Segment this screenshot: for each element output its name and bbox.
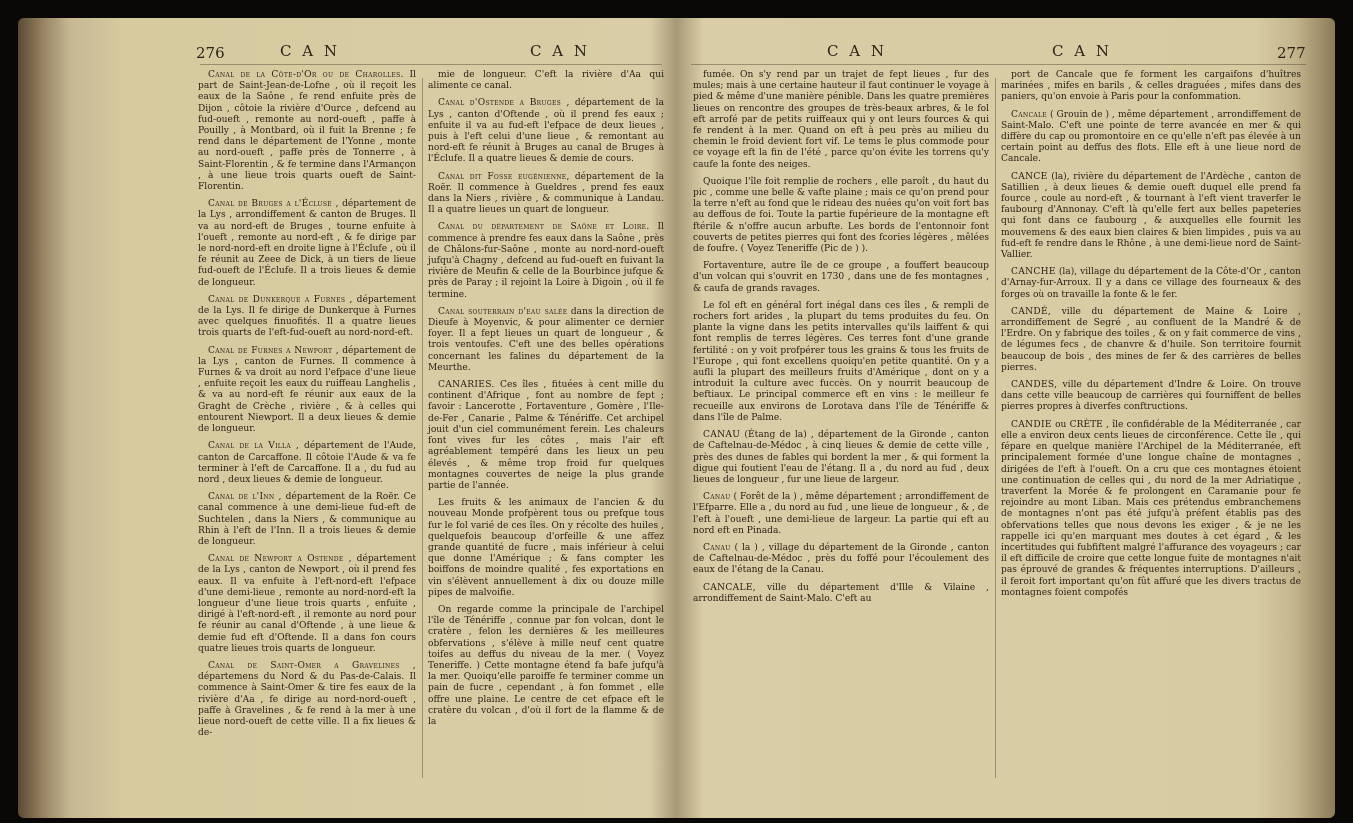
article-text: On regarde comme la principale de l'archipel l'île de Ténériffe , connue par fon volcan, dont le cratère , felon les dernières & les meilleures obfervations , s'élève à mille neuf cent quatre toifes au deffus du niveau de la mer. ( Voyez Teneriffe. ) Cette montagne étend fa bafe jufqu'à la mer. Quoiqu'elle paroiffe fe terminer comme un pain de fucre , cependant , à fon fommet , elle offre une plaine. Le centre de cet efpace eft le cratère du volcan , d'où il fort de la flamme & de la — [428, 604, 664, 727]
left-page — [18, 18, 676, 808]
article-text: Le fol eft en général fort inégal dans ces îles , & rempli de rochers fort arides , la plupart du tems produites du feu. On plante la vigne dans les petits intervalles qu'ils laiffent & qui font remplis de terres légères. Ces terres font d'une grande fertilité : on y voit profpérer tous les grains & tous les fruits de l'Europe , qui font excellens quoiqu'en petite quantité. On y a aufli la plupart des meilleurs fruits d'Amérique , dont on y a introduit la culture avec fuccès. On y nourrit beaucoup de beftiaux. Le principal commerce eft en vins : le meilleur fe recueille aux environs de Lorotava dans l'île de Ténériffe & dans l'île de Palme. — [693, 300, 989, 423]
column-divider-left — [422, 78, 423, 778]
article-paragraph — [198, 295, 416, 340]
article-headword: Canal de Dunkerque a Furnes , — [208, 294, 353, 305]
right-page — [677, 18, 1335, 808]
article-paragraph — [1001, 380, 1301, 414]
article-paragraph — [198, 492, 416, 548]
article-paragraph — [1001, 70, 1301, 104]
article-paragraph — [428, 222, 664, 300]
page-number-left: 276 — [196, 44, 225, 62]
article-text: ville du département d'Indre & Loire. On trouve dans cette ville beaucoup de carrières qui fourniffent de belles pierres propres à diverfes conftructions. — [1001, 380, 1301, 413]
article-text: Fortaventure, autre île de ce groupe , a fouffert beaucoup d'un volcan qui s'ouvrit en 1730 , dans une de fes montagnes , & caufa de grands ravages. — [693, 261, 989, 294]
article-paragraph — [198, 554, 416, 655]
article-text: mie de longueur. C'eft la rivière d'Aa qui alimente ce canal. — [428, 70, 664, 92]
article-text: dans la direction de Dieufe à Moyenvic, & pour alimenter ce dernier foyer. Il a fept lieues un quart de longueur , & trois ventoufes. C'eft une des belles opérations concernant les falines du département de la Meurthe. — [428, 306, 664, 373]
article-text: ou CRÈTE , île confidérable de la Méditerranée , car elle a environ deux cents lieues de circonférence. Cette île , qui fépare en quelque manière l'Archipel de la Méditerranée, eft principalement formée d'une longue chaîne de montagnes , dirigées de l'eft à l'oueft. On a cru que ces montagnes étoient une continuation de celles qui , du nord de la mer Adriatique , traverfent la Morée & fe prolongent en Caramanie pour fe rejoindre au mont Liban. Mais ces prétendus embranchemens de montagnes n'ont pas été jufqu'à préfent établis pas des obfervations telles que nous devons les exiger , & je ne les rappelle ici qu'en marquant mes doutes à cet égard , & les incertitudes qui fubfiftent malgré l'affurance des voyageurs ; car il eft difficile de croire que cette longue fuite de montagnes n'ait pas éprouvé de grandes & fréquentes interruptions. D'ailleurs , il feroit fort important qu'on fût affuré que les divers tractus de montagnes foient compofés — [1001, 419, 1301, 598]
article-text: Les fruits & les animaux de l'ancien & du nouveau Monde profpèrent tous ou prefque tous fur le fol varié de ces îles. On y récolte des huiles , quelquefois beaucoup d'orfeille & une affez grande quantité de fucre , mais inférieur à celui que donne l'Amérique ; & fans compter les boiffons de moindre qualité , fes exportations en vin s'élèvent annuellement à dix ou douze mille pipes de malvoifie. — [428, 498, 664, 598]
right-column-1 — [693, 70, 989, 611]
article-headword: CANARIES. — [438, 380, 495, 391]
article-paragraph — [198, 199, 416, 289]
article-headword: Canal de Newport a Ostende , — [208, 554, 352, 565]
article-text: département de la Roër. Ce canal commence à une demi-lieue fud-eft de Suchtelen , dans la Niers , & communique au Rhin à l'eft de l'Inn. Il a trois lieues & demie de longueur. — [198, 492, 416, 547]
article-headword: CANDÉ, — [1011, 306, 1052, 317]
article-text: (Étang de la) , département de la Gironde , canton de Caftelnau-de-Médoc , à cinq lieues & demie de cette ville , près des dunes de fables qui bordent la mer , & qui forment la digue qui foutient l'eau de l'étang. Il a , du nord au fud , deux lieues de longueur , fur une lieue de largeur. — [693, 430, 989, 485]
article-headword: Canal du département de Saône et Loire. — [438, 222, 650, 233]
article-paragraph — [693, 492, 989, 537]
article-headword: Canal de Furnes a Newport , — [208, 345, 339, 356]
article-paragraph — [198, 661, 416, 739]
article-text: (la), rivière du département de l'Ardèche , canton de Satillien , à deux lieues & demie oueft duquel elle prend fa fource , coule au nord-eft , & tournant à l'eft vient traverfer le faubourg d'Annonay. C'eft là qu'elle fert aux belles papeteries qui font dans ce faubourg , & auxquelles elle fournit les mouvemens & des eaux bien claires & bien limpides , puis va au fud-eft fe rendre dans le Rhône , à une demi-lieue nord de Saint-Vallier. — [1001, 171, 1301, 261]
article-text: Quoique l'île foit remplie de rochers , elle paroît , du haut du pic , comme une belle & vafte plaine ; mais ce qu'on prend pour la terre n'eft au fond que le rideau des nuées qu'on voit fort bas au deffous de foi. Toute la partie fupérieure de la montagne eft ftérile & n'offre aucun arbufte. Les bords de l'entonnoir font couverts de petites pierres qui font des fcories légères , mêlées de foufre. ( Voyez Teneriffe (Pic de ) ). — [693, 176, 989, 255]
article-headword: Canal d'Ostende a Bruges , — [438, 98, 570, 109]
article-text: port de Cancale que fe forment les cargaifons d'huîtres marinées , mifes en barils , & celles draguées , mifes dans des paniers, qu'on envoie à Paris pour la confommation. — [1001, 70, 1301, 103]
article-paragraph — [428, 307, 664, 374]
left-column-2 — [428, 70, 664, 734]
article-headword: CANCHE — [1011, 267, 1056, 278]
article-paragraph — [1001, 267, 1301, 301]
article-paragraph — [693, 583, 989, 605]
article-headword: Canal de Saint-Omer a Gravelines , — [208, 660, 416, 671]
article-paragraph — [428, 70, 664, 92]
article-paragraph — [1001, 172, 1301, 262]
article-headword: Canal de la Villa , — [208, 441, 300, 452]
article-headword: CANDES, — [1011, 380, 1058, 391]
article-text: ville du département d'Ille & Vilaine , arrondiffement de Saint-Malo. C'eft au — [693, 582, 989, 604]
article-headword: CANCALE, — [703, 582, 756, 593]
article-headword: CANAU — [703, 430, 741, 441]
article-headword: Canau — [703, 542, 731, 553]
article-text: département de la Lys , arrondiffement & canton de Bruges. Il va au nord-eft de Bruges , tourne enfuite à l'oueft , remonte au nord-eft , & fe dirige par le nord-nord-eft en droite ligne à l'Éclufe , où il fe réunit au Zeee de Dick, à un tiers de lieue fud-oueft de l'Éclufe. Il a trois lieues & demie de longueur. — [198, 199, 416, 288]
left-column-1 — [198, 70, 416, 745]
page-number-right: 277 — [1277, 44, 1306, 62]
article-text: département de la Lys , canton de Furnes. Il commence à Furnes & va droit au nord l'efpace d'une lieue , enfuite reçoit les eaux du ruiffeau Langhelis , & va au nord-eft fe réunir aux eaux de la Graght de Crèche , rivière , & à celles qui entourent Niewport. Il a deux lieues & demie de longueur. — [198, 345, 416, 435]
article-headword: Canal de l'Inn , — [208, 492, 282, 503]
article-headword: Canau — [703, 492, 731, 503]
article-paragraph — [428, 605, 664, 728]
article-paragraph — [693, 177, 989, 255]
open-book — [18, 18, 1335, 818]
article-text: Il commence à prendre fes eaux dans la Saône , près de Châlons-fur-Saône , monte au nord-nord-oueft jufqu'à Chagny , defcend au fud-oueft en fuivant la rivière de Meufin & celle de la Bourbince jufque & près de Paray ; il rejoint la Loire à Digoin , où il fe termine. — [428, 222, 664, 300]
column-divider-right — [995, 78, 996, 778]
article-paragraph — [693, 543, 989, 577]
running-head-left-col1: C A N — [280, 42, 340, 60]
right-column-2 — [1001, 70, 1301, 605]
article-headword: Canal dit Fosse eugénienne, — [438, 171, 570, 182]
article-paragraph — [693, 301, 989, 424]
article-paragraph — [198, 70, 416, 193]
article-text: départemens du Nord & du Pas-de-Calais. Il commence à Saint-Omer & tire fes eaux de la rivière d'Aa , fe dirige au nord-nord-oueft , paffe à Gravelines , & fe rend à la mer à une lieue nord-oueft de cette ville. Il a fix lieues & de- — [198, 672, 416, 739]
article-paragraph — [428, 380, 664, 492]
article-text: ( la ) , village du département de la Gironde , canton de Caftelnau-de-Médoc , près du foffé pour l'écoulement des eaux de l'étang de la Canau. — [693, 542, 989, 576]
article-text: département de l'Aude, canton de Carcaffone. Il côtoie l'Aude & va fe terminer à l'eft de Carcaffone. Il a , du fud au nord , deux lieues & demie de longueur. — [198, 441, 416, 485]
article-text: ( Forêt de la ) , même département ; arrondiffement de l'Efparre. Elle a , du nord au fud , une lieue de longueur , & , de l'eft à l'oueft , une demi-lieue de largeur. La partie qui eft au nord eft en Pinada. — [693, 492, 989, 536]
article-text: Il part de Saint-Jean-de-Lofne , où il reçoit les eaux de la Saône , fe rend enfuite près de Dijon , côtoie la rivière d'Ource , defcend au fud-oueft , remonte au nord-oueft , paffe à Pouilly , à Montbard, où il fuit la Brenne ; fe rend dans le département de l'Yonne , monte au nord-oueft , paffe près de Tonnerre , à Saint-Florentin , & fe termine dans l'Armançon , à une lieue trois quarts oueft de Saint-Florentin. — [198, 70, 416, 193]
header-rule-right — [691, 64, 1306, 65]
article-headword: Cancale — [1011, 109, 1047, 120]
header-rule-left — [200, 64, 662, 65]
article-text: département de la Roër. Il commence à Gueldres , prend fes eaux dans la Niers , rivière , & communique à Landau. Il a quatre lieues un quart de longueur. — [428, 171, 664, 216]
article-paragraph — [1001, 110, 1301, 166]
article-paragraph — [693, 261, 989, 295]
article-paragraph — [1001, 307, 1301, 374]
article-headword: Canal de Bruges a l'Écluse , — [208, 199, 339, 210]
article-text: (la), village du département de la Côte-d'Or , canton d'Arnay-fur-Arroux. Il y a dans ce village des fourneaux & des forges où on travaille la fonte & le fer. — [1001, 267, 1301, 300]
article-text: ville du département de Maine & Loire , arrondiffement de Segré , au confluent de la Mandré & de l'Erdre. On y fabrique des toiles , & on y fait commerce de vins , de légumes fecs , de chanvre & d'huile. Son territoire fournit beaucoup de bois , des mines de fer & des carrières de belles pierres. — [1001, 306, 1301, 373]
article-headword: Canal de la Côte-d'Or ou de Charolles. — [208, 70, 404, 80]
article-text: fumée. On s'y rend par un trajet de fept lieues , fur des mules; mais à une certaine hauteur il faut continuer le voyage à pied & même d'une manière pénible. Dans les quatre premières lieues on rencontre des groupes de très-beaux arbres, & le fol eft arrofé par de petits ruiffeaux qui y ont leurs fources & qui fe rendent à la mer. Quand on eft à peu près au milieu du chemin le froid devient fort vif. Le tems le plus commode pour ce voyage eft la fin de l'été , parce qu'on évite les torrens qu'y caufe la fonte des neiges. — [693, 70, 989, 170]
article-paragraph — [1001, 420, 1301, 599]
running-head-right-col1: C A N — [827, 42, 887, 60]
running-head-left-col2: C A N — [530, 42, 590, 60]
article-paragraph — [693, 430, 989, 486]
article-text: département de la Lys. Il fe dirige de Dunkerque à Furnes avec quelques finuofités. Il a quatre lieues trois quarts de l'eft-fud-oueft au nord-nord-eft. — [198, 294, 416, 339]
article-text: département de la Lys , canton de Newport , où il prend fes eaux. Il va enfuite à l'eft-nord-eft l'efpace d'une demi-lieue , remonte au nord-nord-eft la longueur d'une lieue trois quarts , enfuite , dirigé à l'eft-nord-eft , il remonte au nord pour fe réunir au canal d'Oftende , à une lieue & demie fud eft d'Oftende. Il a dans fon cours quatre lieues trois quarts de longueur. — [198, 554, 416, 654]
running-head-right-col2: C A N — [1052, 42, 1112, 60]
article-text: Ces îles , fituées à cent mille du continent d'Afrique , font au nombre de fept ; favoir : Lancerotte , Fortaventure , Gomère , l'Ile-de-Fer , Canarie , Palme & Ténériffe. Cet archipel jouit d'un ciel communément ferein. Les chaleurs font vives fur les côtes , mais l'air eft agréablement tempéré dans les lieux un peu élevés , & même trop froid fur quelques montagnes couvertes de neige la plus grande partie de l'année. — [428, 380, 664, 491]
article-paragraph — [198, 346, 416, 436]
article-text: département de la Lys , canton d'Oftende , où il prend fes eaux ; enfuite il va au fud-eft l'efpace de deux lieues , puis à l'eft celui d'une lieue , & remontant au nord-eft fe réunit à Bruges au canal de Bruges à l'Éclufe. Il a quatre lieues & demie de cours. — [428, 98, 664, 165]
article-paragraph — [428, 498, 664, 599]
article-paragraph — [198, 441, 416, 486]
article-headword: CANDIE — [1011, 419, 1052, 430]
article-paragraph — [428, 98, 664, 165]
article-paragraph — [428, 172, 664, 217]
article-text: ( Grouin de ) , même département , arrondiffement de Saint-Malo. C'eft une pointe de terre avancée en mer & qui diffère du cap ou promontoire en ce qu'elle n'eft pas élevée à un certain point au deffus des flots. Elle eft à une lieue nord de Cancale. — [1001, 109, 1301, 165]
article-headword: Canal souterrain d'eau salée — [438, 306, 568, 317]
article-headword: CANCE — [1011, 171, 1048, 182]
article-paragraph — [693, 70, 989, 171]
